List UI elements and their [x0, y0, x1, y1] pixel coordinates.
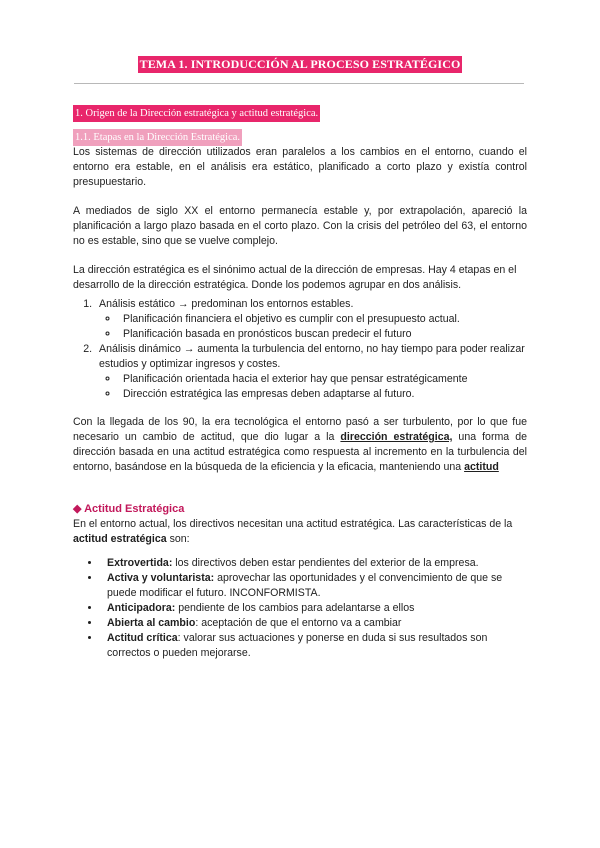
list-item [119, 327, 527, 342]
actitud-heading: ◆ Actitud Estratégica [73, 503, 185, 515]
paragraph-2 [73, 204, 527, 249]
paragraph-4-bold-2: actitud [464, 461, 499, 473]
list-item [119, 387, 527, 402]
actitud-intro-after: son: [166, 533, 190, 545]
title-divider [74, 83, 524, 84]
stage-2-label: Análisis dinámico → aumenta la turbulencia del entorno, no hay tiempo para poder realizar estudios y optimizar ingresos y costes. [99, 343, 525, 370]
actitud-item-2-text: aprovechar las oportunidades y el convencimiento de que se puede modificar el futuro. INCONFORMISTA. [107, 572, 503, 599]
list-item [101, 631, 527, 661]
list-item [119, 312, 527, 327]
list-item [101, 616, 527, 631]
list-item [95, 297, 527, 342]
paragraph-4-bold-1: dirección estratégica, [340, 431, 453, 443]
list-item [101, 556, 527, 571]
paragraph-2-text: A mediados de siglo XX el entorno permanecía estable y, por extrapolación, apareció la planificación a largo plazo basada en el corto plazo. Con la crisis del petróleo del 63, el entorno no es estable, sino que se vuelve complejo. [73, 205, 527, 247]
section-1-heading-wrap [73, 105, 527, 122]
stage-2-sub-1: Planificación orientada hacia el exterior hay que pensar estratégicamente [123, 373, 468, 385]
actitud-item-5-term: Actitud crítica [107, 632, 178, 644]
actitud-intro-text [73, 517, 527, 547]
stage-1-label: Análisis estático → predominan los entornos estables. [99, 298, 354, 310]
paragraph-4-middle: una forma de dirección basada en una actitud estratégica como respuesta al incremento en la turbulencia del entorno, basándose en la búsqueda de la eficiencia y la eficacia, manteniendo una [73, 431, 527, 473]
actitud-list-wrap [73, 556, 527, 661]
actitud-item-4-term: Abierta al cambio [107, 617, 196, 629]
page-title: TEMA 1. INTRODUCCIÓN AL PROCESO ESTRATÉGICO [139, 57, 461, 71]
paragraph-3 [73, 263, 527, 293]
actitud-item-3-term: Anticipadora: [107, 602, 176, 614]
title-wrap [0, 55, 600, 73]
actitud-heading-wrap [73, 502, 527, 517]
actitud-item-3-text: pendiente de los cambios para adelantarse a ellos [175, 602, 415, 614]
section-1-1-heading: 1.1. Etapas en la Dirección Estratégica. [73, 129, 242, 146]
section-1-heading: 1. Origen de la Dirección estratégica y actitud estratégica. [73, 105, 320, 122]
stage-1-sub-2: Planificación basada en pronósticos buscan predecir el futuro [123, 328, 412, 340]
list-item [101, 571, 527, 601]
actitud-intro [73, 517, 527, 547]
section-1-1-heading-wrap [73, 129, 527, 146]
stage-2-sublist [99, 372, 527, 402]
paragraph-1 [73, 145, 527, 190]
actitud-item-4-text: : aceptación de que el entorno va a cambiar [195, 617, 402, 629]
stages-list-wrap [73, 297, 527, 402]
stage-1-sublist [99, 312, 527, 342]
list-item [119, 372, 527, 387]
actitud-item-1-term: Extrovertida: [107, 557, 173, 569]
paragraph-1-text: Los sistemas de dirección utilizados eran paralelos a los cambios en el entorno, cuando el entorno era estable, en el análisis era estático, planificado a corto plazo y existía control presupuestario. [73, 146, 527, 188]
paragraph-4-before: Con la llegada de los 90, la era tecnológica el entorno pasó a ser turbulento, por lo que fue necesario un cambio de actitud, que dio lugar a la [73, 416, 527, 443]
actitud-item-2-term: Activa y voluntarista: [107, 572, 215, 584]
actitud-list [73, 556, 527, 661]
stages-list [73, 297, 527, 402]
stage-2-sub-2: Dirección estratégica las empresas deben adaptarse al futuro. [123, 388, 415, 400]
actitud-item-5-text: : valorar sus actuaciones y ponerse en duda si sus resultados son correctos o pueden mejorarse. [107, 632, 488, 659]
list-item [95, 342, 527, 402]
actitud-intro-bold: actitud estratégica [73, 533, 167, 545]
stage-1-sub-1: Planificación financiera el objetivo es cumplir con el presupuesto actual. [123, 313, 460, 325]
actitud-intro-before: En el entorno actual, los directivos necesitan una actitud estratégica. Las características de la [73, 518, 513, 530]
actitud-item-1-text: los directivos deben estar pendientes del exterior de la empresa. [172, 557, 479, 569]
paragraph-4 [73, 415, 527, 475]
list-item [101, 601, 527, 616]
paragraph-3-text: La dirección estratégica es el sinónimo actual de la dirección de empresas. Hay 4 etapas en el desarrollo de la dirección estratégica. Donde los podemos agrupar en dos análisis. [73, 264, 517, 291]
paragraph-4-text [73, 415, 527, 475]
